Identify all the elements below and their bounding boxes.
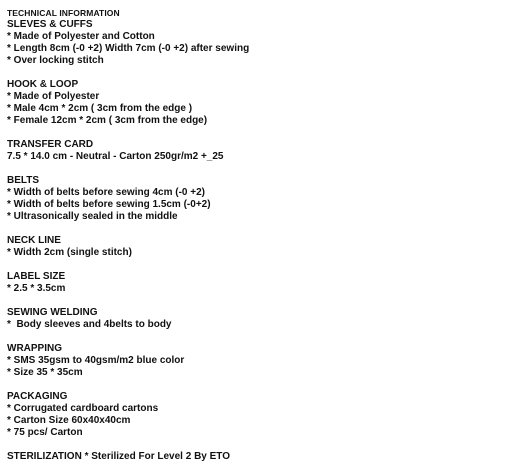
spec-section (7, 19, 512, 67)
section-heading: SLEVES & CUFFS (7, 19, 93, 30)
spec-line: * 2.5 * 3.5cm (7, 283, 66, 294)
spec-line: * Over locking stitch (7, 55, 104, 66)
spec-line: 7.5 * 14.0 cm - Neutral - Carton 250gr/m2 +_25 (7, 151, 224, 162)
spec-line: * 75 pcs/ Carton (7, 427, 83, 438)
technical-info-document (7, 8, 512, 463)
spec-line: * Body sleeves and 4belts to body (7, 319, 172, 330)
spec-section (7, 139, 512, 163)
section-heading: PACKAGING (7, 391, 68, 402)
section-heading: NECK LINE (7, 235, 61, 246)
section-heading: BELTS (7, 175, 40, 186)
spec-line: * Width 2cm (single stitch) (7, 247, 132, 258)
spec-line: * Male 4cm * 2cm ( 3cm from the edge ) (7, 103, 193, 114)
sections-container (7, 19, 512, 439)
spec-section (7, 79, 512, 127)
spec-line: * Female 12cm * 2cm ( 3cm from the edge) (7, 115, 208, 126)
spec-line: * Corrugated cardboard cartons (7, 403, 159, 414)
spec-line: * Carton Size 60x40x40cm (7, 415, 131, 426)
spec-section (7, 343, 512, 379)
spec-section (7, 307, 512, 331)
section-heading: HOOK & LOOP (7, 79, 79, 90)
spec-line: * Made of Polyester (7, 91, 100, 102)
spec-section (7, 175, 512, 223)
spec-line: * Width of belts before sewing 4cm (-0 +2) (7, 187, 205, 198)
sterilization-line: STERILIZATION * Sterilized For Level 2 By ETO (7, 451, 231, 462)
spec-line: * Size 35 * 35cm (7, 367, 83, 378)
spec-section (7, 391, 512, 439)
section-heading: TRANSFER CARD (7, 139, 94, 150)
spec-section (7, 271, 512, 295)
spec-line: * Ultrasonically sealed in the middle (7, 211, 178, 222)
spec-line: * SMS 35gsm to 40gsm/m2 blue color (7, 355, 185, 366)
spec-section (7, 235, 512, 259)
spec-line: * Made of Polyester and Cotton (7, 31, 155, 42)
spec-line: * Width of belts before sewing 1.5cm (-0+2) (7, 199, 211, 210)
section-heading: WRAPPING (7, 343, 62, 354)
document-title: TECHNICAL INFORMATION (7, 8, 120, 18)
section-heading: SEWING WELDING (7, 307, 98, 318)
section-heading: LABEL SIZE (7, 271, 66, 282)
spec-line: * Length 8cm (-0 +2) Width 7cm (-0 +2) after sewing (7, 43, 250, 54)
